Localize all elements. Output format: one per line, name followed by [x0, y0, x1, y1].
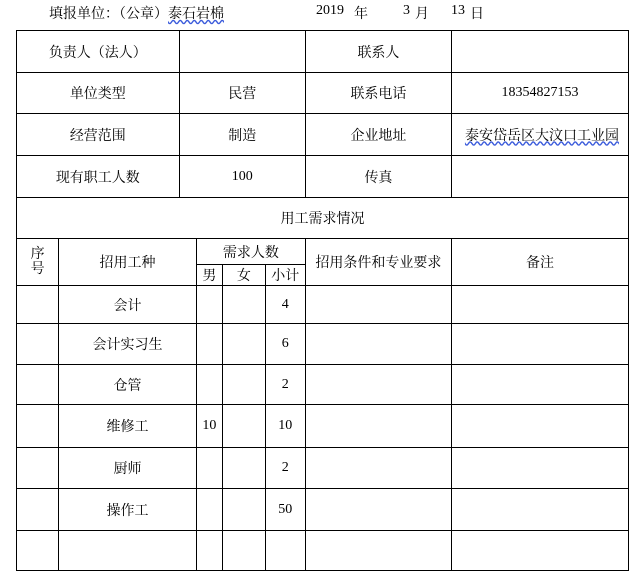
row-conditions[interactable]: [305, 489, 451, 531]
type-value[interactable]: 民营: [179, 73, 305, 114]
row-seq[interactable]: [17, 365, 59, 405]
table-row: [17, 531, 629, 571]
table-row: [17, 448, 629, 489]
row-male[interactable]: [196, 489, 222, 531]
row-seq[interactable]: [17, 448, 59, 489]
row-remarks[interactable]: [451, 324, 628, 365]
col-demand-header: 需求人数: [196, 239, 305, 265]
row-job[interactable]: [59, 531, 196, 571]
row-job[interactable]: 操作工: [59, 489, 196, 531]
info-row-type: [17, 73, 629, 114]
row-male[interactable]: 10: [196, 405, 222, 448]
row-female[interactable]: [223, 286, 266, 324]
fax-value[interactable]: [451, 156, 628, 198]
row-subtotal[interactable]: 50: [265, 489, 305, 531]
phone-label: 联系电话: [305, 73, 451, 114]
row-male[interactable]: [196, 448, 222, 489]
table-row: [17, 365, 629, 405]
row-conditions[interactable]: [305, 405, 451, 448]
column-header-row-1: [17, 239, 629, 265]
row-female[interactable]: [223, 324, 266, 365]
address-cell[interactable]: [451, 114, 628, 156]
row-remarks[interactable]: [451, 405, 628, 448]
contact-value[interactable]: [451, 31, 628, 73]
row-female[interactable]: [223, 448, 266, 489]
col-seq-label: 序号: [30, 246, 45, 277]
row-seq[interactable]: [17, 286, 59, 324]
row-seq[interactable]: [17, 489, 59, 531]
date-month-unit: 月: [415, 6, 429, 22]
year-value: 2019: [316, 3, 344, 18]
row-remarks[interactable]: [451, 448, 628, 489]
date-day: 13: [451, 3, 465, 18]
row-job[interactable]: 仓管: [59, 365, 196, 405]
row-job[interactable]: 会计实习生: [59, 324, 196, 365]
row-conditions[interactable]: [305, 286, 451, 324]
date-year-unit: 年: [354, 6, 368, 22]
col-remarks-header: 备注: [451, 239, 628, 286]
contact-label: 联系人: [305, 31, 451, 73]
filing-unit-line: [49, 3, 224, 23]
filing-unit-company: 泰石岩棉: [168, 6, 224, 22]
col-female-header: 女: [223, 265, 266, 286]
row-seq[interactable]: [17, 324, 59, 365]
col-male-header: 男: [196, 265, 222, 286]
row-job[interactable]: 厨师: [59, 448, 196, 489]
legal-label: 负责人（法人）: [17, 31, 180, 73]
table-row: [17, 405, 629, 448]
date-month: 3: [403, 3, 410, 18]
phone-value[interactable]: 18354827153: [451, 73, 628, 114]
row-job[interactable]: 会计: [59, 286, 196, 324]
row-seq[interactable]: [17, 531, 59, 571]
col-conditions-header: 招用条件和专业要求: [305, 239, 451, 286]
date-year: [316, 3, 344, 19]
row-seq[interactable]: [17, 405, 59, 448]
address-label: 企业地址: [305, 114, 451, 156]
row-remarks[interactable]: [451, 489, 628, 531]
col-seq-header: [17, 239, 59, 286]
row-conditions[interactable]: [305, 531, 451, 571]
row-remarks[interactable]: [451, 286, 628, 324]
row-subtotal[interactable]: 10: [265, 405, 305, 448]
row-subtotal[interactable]: [265, 531, 305, 571]
row-male[interactable]: [196, 531, 222, 571]
row-subtotal[interactable]: 2: [265, 365, 305, 405]
row-remarks[interactable]: [451, 531, 628, 571]
row-remarks[interactable]: [451, 365, 628, 405]
type-label: 单位类型: [17, 73, 180, 114]
row-female[interactable]: [223, 531, 266, 571]
employment-form-table: [16, 30, 629, 571]
row-male[interactable]: [196, 286, 222, 324]
date-day-unit: 日: [470, 6, 484, 22]
row-job[interactable]: 维修工: [59, 405, 196, 448]
table-row: [17, 286, 629, 324]
section-title: 用工需求情况: [17, 198, 629, 239]
filing-unit-label: 填报单位：（公章）: [49, 6, 168, 22]
row-subtotal[interactable]: 6: [265, 324, 305, 365]
info-row-scope: [17, 114, 629, 156]
fax-label: 传真: [305, 156, 451, 198]
table-row: [17, 324, 629, 365]
section-title-row: [17, 198, 629, 239]
row-female[interactable]: [223, 489, 266, 531]
table-row: [17, 489, 629, 531]
staff-label: 现有职工人数: [17, 156, 180, 198]
col-subtotal-header: 小计: [265, 265, 305, 286]
row-female[interactable]: [223, 365, 266, 405]
row-subtotal[interactable]: 4: [265, 286, 305, 324]
scope-label: 经营范围: [17, 114, 180, 156]
col-job-header: 招用工种: [59, 239, 196, 286]
address-value: 泰安岱岳区大汶口工业园: [464, 127, 619, 144]
row-male[interactable]: [196, 324, 222, 365]
row-conditions[interactable]: [305, 448, 451, 489]
row-conditions[interactable]: [305, 324, 451, 365]
row-conditions[interactable]: [305, 365, 451, 405]
scope-value[interactable]: 制造: [179, 114, 305, 156]
row-subtotal[interactable]: 2: [265, 448, 305, 489]
staff-value[interactable]: 100: [179, 156, 305, 198]
info-row-legal: [17, 31, 629, 73]
row-male[interactable]: [196, 365, 222, 405]
row-female[interactable]: [223, 405, 266, 448]
legal-value[interactable]: [179, 31, 305, 73]
info-row-staff: [17, 156, 629, 198]
